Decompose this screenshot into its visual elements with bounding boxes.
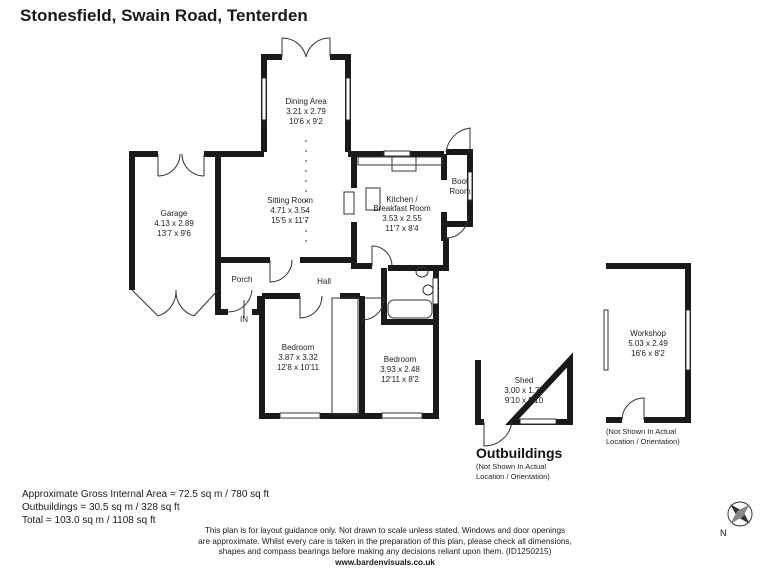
room-labels — [154, 97, 668, 405]
door-garage-bottom — [132, 290, 218, 316]
area-gross: Approximate Gross Internal Area = 72.5 sq m / 780 sq ft — [22, 489, 270, 500]
disclaimer-line-2: are approximate. Whilst every care is taken in the preparation of this plan, please check all dimensions, — [198, 536, 572, 546]
shed-imperial: 9'10 x 5'10 — [504, 396, 544, 405]
kitchen-imperial: 11'7 x 8'4 — [385, 224, 419, 233]
window-sitting-top — [384, 151, 410, 156]
kitchen-metric: 3.53 x 2.55 — [382, 214, 422, 223]
area-total: Total = 103.0 sq m / 1108 sq ft — [22, 515, 156, 526]
dining-name: Dining Area — [285, 97, 327, 106]
kitchen-name-2: Breakfast Room — [373, 204, 431, 213]
wardrobe — [332, 298, 358, 414]
door-garage-top — [158, 154, 204, 176]
door-kitchen — [372, 246, 392, 266]
sitting-kitchen-divider — [354, 156, 372, 266]
door-sitting-hall — [270, 260, 292, 282]
fireplace — [344, 192, 354, 214]
window-dining-right — [346, 78, 350, 120]
door-boot — [446, 128, 470, 152]
window-bed2 — [382, 413, 422, 418]
door-dining-french — [282, 38, 330, 57]
bedroom2-name: Bedroom — [383, 355, 417, 364]
workshop-name: Workshop — [630, 329, 666, 338]
workshop-metric: 5.03 x 2.49 — [628, 339, 668, 348]
workshop-note-2: Location / Orientation) — [606, 437, 680, 446]
hall-name: Hall — [317, 277, 331, 286]
sitting-name: Sitting Room — [267, 196, 313, 205]
dining-metric: 3.21 x 2.79 — [286, 107, 326, 116]
window-bed1 — [280, 413, 320, 418]
window-dining-left — [262, 78, 266, 120]
bedroom1-name: Bedroom — [281, 343, 315, 352]
kitchen-sink — [392, 157, 416, 171]
bedroom2-imperial: 12'11 x 8'2 — [381, 375, 419, 384]
wash-basin — [423, 285, 433, 295]
sitting-imperial: 15'5 x 11'7 — [271, 216, 309, 225]
porch-wall — [218, 260, 260, 312]
garage-name: Garage — [160, 209, 188, 218]
bedroom1-imperial: 12'8 x 10'11 — [276, 363, 320, 372]
window-workshop-left — [604, 310, 608, 370]
compass-icon — [716, 494, 760, 538]
bath-tub — [388, 300, 432, 318]
bedroom2-metric: 3.93 x 2.48 — [380, 365, 420, 374]
outbuildings-heading: Outbuildings — [476, 445, 563, 461]
sitting-metric: 4.71 x 3.54 — [270, 206, 310, 215]
shed-name: Shed — [514, 376, 534, 385]
workshop-imperial: 16'6 x 8'2 — [631, 349, 665, 358]
window-bath — [433, 278, 438, 304]
disclaimer — [150, 526, 620, 568]
outbuildings-note-1: (Not Shown In Actual — [476, 462, 547, 471]
door-shed — [484, 422, 512, 446]
disclaimer-line-1: This plan is for layout guidance only. Not drawn to scale unless stated. Windows and door openings — [204, 526, 566, 535]
boot-name-1: Boot — [451, 177, 469, 186]
compass-north-label: N — [720, 528, 727, 538]
porch-name: Porch — [231, 275, 253, 284]
entrance-label: IN — [240, 315, 248, 324]
door-bed1 — [300, 296, 322, 318]
website-link[interactable]: www.bardenvisuals.co.uk — [335, 557, 435, 567]
boot-name-2: Room — [449, 187, 471, 196]
workshop-note-1: (Not Shown In Actual — [606, 427, 677, 436]
bedroom1-metric: 3.87 x 3.32 — [278, 353, 318, 362]
garage-imperial: 13'7 x 9'6 — [157, 229, 191, 238]
garage-metric: 4.13 x 2.89 — [154, 219, 194, 228]
area-outbuildings: Outbuildings = 30.5 sq m / 328 sq ft — [22, 502, 180, 513]
area-summary — [22, 488, 269, 527]
kitchen-counter — [358, 157, 442, 165]
kitchen-name-1: Kitchen / — [386, 195, 418, 204]
door-bed2 — [362, 298, 384, 320]
window-workshop-right — [686, 310, 690, 370]
outbuildings-note-2: Location / Orientation) — [476, 472, 550, 481]
disclaimer-line-3: shapes and compass bearings before making any decisions reliant upon them. (ID1250215) — [218, 547, 552, 556]
page-title: Stonesfield, Swain Road, Tenterden — [20, 6, 308, 25]
dining-imperial: 10'6 x 9'2 — [289, 117, 323, 126]
door-workshop — [622, 398, 644, 420]
shed-metric: 3.00 x 1.79 — [504, 386, 544, 395]
window-shed — [520, 419, 556, 424]
door-porch — [228, 290, 252, 312]
